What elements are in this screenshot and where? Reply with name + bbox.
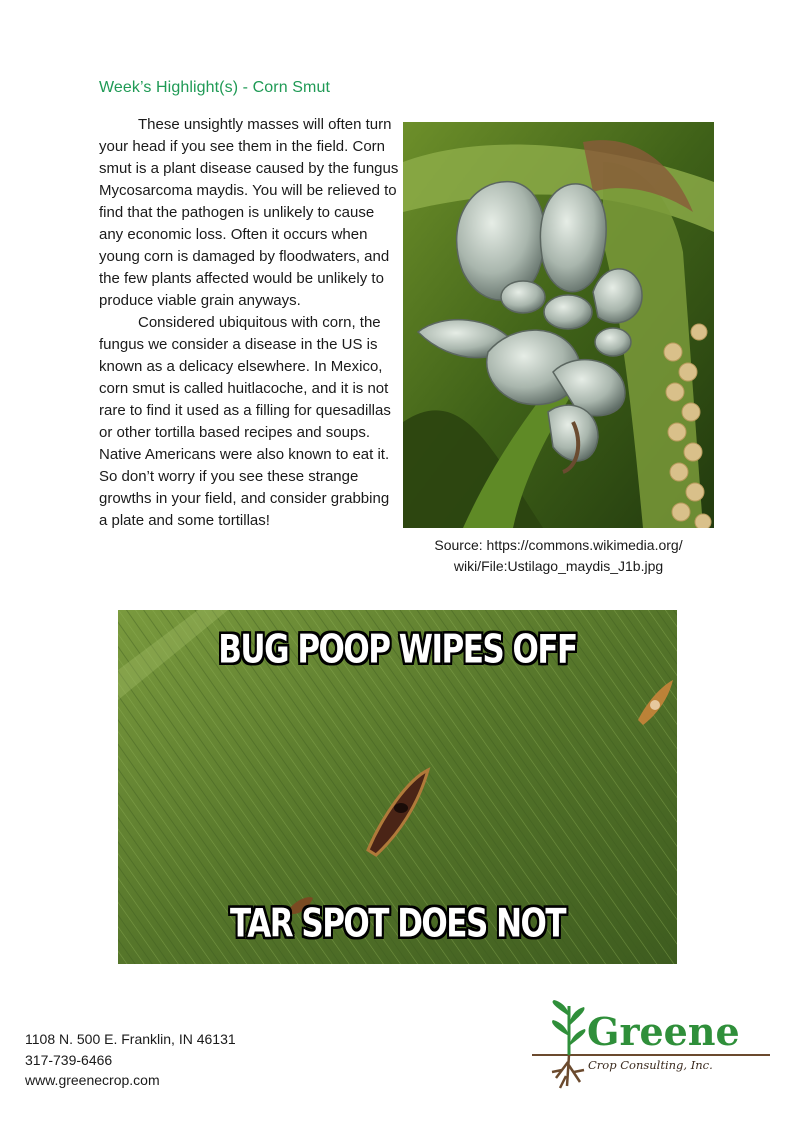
footer-contact: [25, 1029, 236, 1091]
footer-address: 1108 N. 500 E. Franklin, IN 46131: [25, 1031, 236, 1047]
article-paragraph-1: These unsightly masses will often turn your head if you see them in the field. Corn smut is a plant disease caused by the fungus Mycosarcoma maydis. You will be relieved to find that the pathogen is unlikely to cause any economic loss. Often it occurs when young corn is damaged by floodwaters, and the few plants affected would be unlikely to produce viable grain anyways.: [99, 116, 399, 309]
meme-bottom-text: TAR SPOT DOES NOT: [229, 901, 566, 947]
logo-tagline: Crop Consulting, Inc.: [588, 1058, 713, 1072]
greene-logo: [532, 998, 770, 1090]
section-title: Week’s Highlight(s) - Corn Smut: [99, 79, 331, 96]
article-body: [99, 114, 399, 532]
logo-wordmark: Greene: [587, 1009, 740, 1054]
footer-website[interactable]: www.greenecrop.com: [25, 1072, 160, 1088]
meme-top-text: BUG POOP WIPES OFF: [218, 627, 577, 673]
caption-line-2: wiki/File:Ustilago_maydis_J1b.jpg: [453, 558, 664, 574]
photo-caption: [403, 535, 714, 577]
footer-phone: 317-739-6466: [25, 1051, 113, 1068]
tar-spot-leaf-photo: [118, 610, 677, 964]
article-paragraph-2: Considered ubiquitous with corn, the fungus we consider a disease in the US is known as a delicacy elsewhere. In Mexico, corn smut is called huitlacoche, and it is not rare to find it used as a filling for quesadillas or other tortilla based recipes and soups. Native Americans were also known to eat it. So don’t worry if you see these strange growths in your field, and consider grabbing a plate and some tortillas!: [99, 314, 391, 529]
caption-line-1: Source: https://commons.wikimedia.org/: [434, 537, 683, 553]
corn-smut-photo: [403, 122, 714, 528]
